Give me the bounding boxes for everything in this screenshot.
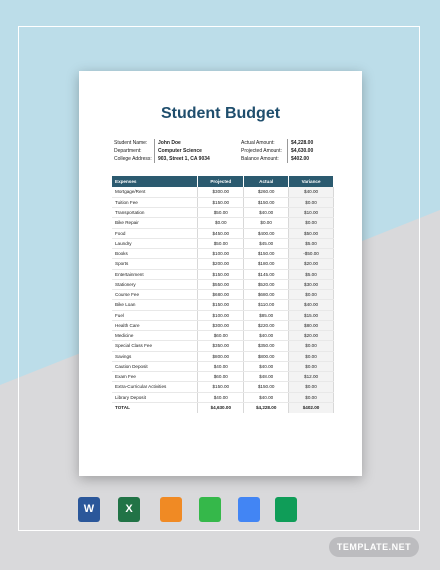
actual-cell: $48.00 bbox=[244, 372, 289, 382]
numbers-icon[interactable] bbox=[199, 497, 221, 522]
expense-name-cell: Caution Deposit bbox=[112, 361, 198, 371]
info-row bbox=[114, 139, 236, 147]
info-value: $4,630.00 bbox=[287, 147, 327, 155]
table-body bbox=[112, 187, 334, 413]
variance-cell: $40.00 bbox=[289, 187, 334, 197]
column-header: Expenses bbox=[112, 176, 198, 187]
projected-cell: $150.00 bbox=[198, 197, 244, 207]
table-row bbox=[112, 351, 334, 361]
expense-name-cell: Mortgage/Rent bbox=[112, 187, 198, 197]
actual-cell: $260.00 bbox=[244, 187, 289, 197]
variance-cell: $20.00 bbox=[289, 331, 334, 341]
variance-cell: $10.00 bbox=[289, 208, 334, 218]
projected-cell: $550.00 bbox=[198, 279, 244, 289]
table-row bbox=[112, 228, 334, 238]
variance-cell: $40.00 bbox=[289, 300, 334, 310]
table-row bbox=[112, 187, 334, 197]
expense-name-cell: Bike Repair bbox=[112, 218, 198, 228]
projected-cell: $150.00 bbox=[198, 382, 244, 392]
info-label: College Address: bbox=[114, 156, 152, 162]
projected-cell: $150.00 bbox=[198, 269, 244, 279]
variance-cell: $0.00 bbox=[289, 351, 334, 361]
projected-cell: $60.00 bbox=[198, 331, 244, 341]
info-row bbox=[114, 147, 236, 155]
table-row bbox=[112, 361, 334, 371]
expense-name-cell: Entertainment bbox=[112, 269, 198, 279]
amount-summary bbox=[241, 139, 327, 163]
budget-table bbox=[112, 176, 334, 413]
table-row bbox=[112, 269, 334, 279]
variance-cell: $80.00 bbox=[289, 320, 334, 330]
column-header: Projected bbox=[198, 176, 244, 187]
total-row bbox=[112, 402, 334, 412]
info-value: $402.00 bbox=[287, 155, 327, 163]
actual-cell: $40.00 bbox=[244, 331, 289, 341]
google-docs-icon[interactable] bbox=[238, 497, 260, 522]
table-row bbox=[112, 279, 334, 289]
table-row bbox=[112, 259, 334, 269]
expense-name-cell: Books bbox=[112, 249, 198, 259]
expense-name-cell: Laundry bbox=[112, 238, 198, 248]
projected-cell: $50.00 bbox=[198, 238, 244, 248]
info-row bbox=[114, 155, 236, 163]
total-label: TOTAL bbox=[112, 402, 198, 412]
projected-cell: $100.00 bbox=[198, 310, 244, 320]
projected-cell: $0.00 bbox=[198, 218, 244, 228]
document-title: Student Budget bbox=[160, 105, 281, 122]
table-row bbox=[112, 320, 334, 330]
projected-cell: $50.00 bbox=[198, 208, 244, 218]
info-label: Balance Amount: bbox=[241, 156, 279, 162]
expense-name-cell: Exam Fee bbox=[112, 372, 198, 382]
variance-cell: $5.00 bbox=[289, 269, 334, 279]
expense-name-cell: Course Fee bbox=[112, 290, 198, 300]
projected-cell: $800.00 bbox=[198, 351, 244, 361]
actual-cell: $150.00 bbox=[244, 249, 289, 259]
actual-cell: $145.00 bbox=[244, 269, 289, 279]
projected-cell: $40.00 bbox=[198, 392, 244, 402]
total-value: $4,228.00 bbox=[244, 402, 289, 412]
table-row bbox=[112, 382, 334, 392]
variance-cell: $0.00 bbox=[289, 392, 334, 402]
variance-cell: $20.00 bbox=[289, 259, 334, 269]
expense-name-cell: Transportation bbox=[112, 208, 198, 218]
expense-name-cell: Savings bbox=[112, 351, 198, 361]
variance-cell: $0.00 bbox=[289, 197, 334, 207]
info-value: 903, Street 1, CA 9034 bbox=[154, 155, 236, 163]
pages-icon[interactable] bbox=[160, 497, 182, 522]
actual-cell: $85.00 bbox=[244, 310, 289, 320]
table-row bbox=[112, 249, 334, 259]
expense-name-cell: Food bbox=[112, 228, 198, 238]
expense-name-cell: Health Care bbox=[112, 320, 198, 330]
table-row bbox=[112, 197, 334, 207]
table-row bbox=[112, 290, 334, 300]
expense-name-cell: Tuition Fee bbox=[112, 197, 198, 207]
variance-cell: $50.00 bbox=[289, 228, 334, 238]
actual-cell: $800.00 bbox=[244, 351, 289, 361]
projected-cell: $450.00 bbox=[198, 228, 244, 238]
actual-cell: $680.00 bbox=[244, 290, 289, 300]
actual-cell: $150.00 bbox=[244, 197, 289, 207]
google-sheets-icon[interactable] bbox=[275, 497, 297, 522]
expense-name-cell: Stationery bbox=[112, 279, 198, 289]
info-label: Projected Amount: bbox=[241, 148, 282, 154]
table-row bbox=[112, 331, 334, 341]
actual-cell: $220.00 bbox=[244, 320, 289, 330]
projected-cell: $300.00 bbox=[198, 187, 244, 197]
variance-cell: $5.00 bbox=[289, 238, 334, 248]
variance-cell: $0.00 bbox=[289, 290, 334, 300]
actual-cell: $40.00 bbox=[244, 361, 289, 371]
table-header-row bbox=[112, 176, 334, 187]
projected-cell: $350.00 bbox=[198, 341, 244, 351]
projected-cell: $300.00 bbox=[198, 320, 244, 330]
word-icon[interactable]: W bbox=[78, 497, 100, 522]
variance-cell: $30.00 bbox=[289, 279, 334, 289]
total-value: $4,630.00 bbox=[198, 402, 244, 412]
total-value: $402.00 bbox=[289, 402, 334, 412]
expense-name-cell: Extra-Curricular Activities bbox=[112, 382, 198, 392]
document-page bbox=[79, 71, 362, 476]
table-row bbox=[112, 208, 334, 218]
column-header: Actual bbox=[244, 176, 289, 187]
student-info bbox=[114, 139, 236, 163]
column-header: Variance bbox=[289, 176, 334, 187]
info-label: Student Name: bbox=[114, 140, 148, 146]
actual-cell: $400.00 bbox=[244, 228, 289, 238]
variance-cell: $15.00 bbox=[289, 310, 334, 320]
variance-cell: $12.00 bbox=[289, 372, 334, 382]
app-icon-bar bbox=[0, 497, 440, 527]
actual-cell: $350.00 bbox=[244, 341, 289, 351]
expense-name-cell: Medicine bbox=[112, 331, 198, 341]
actual-cell: $45.00 bbox=[244, 238, 289, 248]
actual-cell: $180.00 bbox=[244, 259, 289, 269]
variance-cell: $0.00 bbox=[289, 341, 334, 351]
expense-name-cell: Sports bbox=[112, 259, 198, 269]
excel-icon[interactable]: X bbox=[118, 497, 140, 522]
variance-cell: $0.00 bbox=[289, 218, 334, 228]
info-label: Department: bbox=[114, 148, 142, 154]
expense-name-cell: Library Deposit bbox=[112, 392, 198, 402]
table-row bbox=[112, 238, 334, 248]
actual-cell: $110.00 bbox=[244, 300, 289, 310]
table-row bbox=[112, 218, 334, 228]
info-value: $4,228.00 bbox=[287, 139, 327, 147]
info-row bbox=[241, 147, 327, 155]
info-label: Actual Amount: bbox=[241, 140, 275, 146]
projected-cell: $680.00 bbox=[198, 290, 244, 300]
table-row bbox=[112, 372, 334, 382]
actual-cell: $520.00 bbox=[244, 279, 289, 289]
info-row bbox=[241, 155, 327, 163]
projected-cell: $60.00 bbox=[198, 372, 244, 382]
expense-name-cell: Special Class Fee bbox=[112, 341, 198, 351]
actual-cell: $40.00 bbox=[244, 208, 289, 218]
variance-cell: -$50.00 bbox=[289, 249, 334, 259]
projected-cell: $100.00 bbox=[198, 249, 244, 259]
actual-cell: $150.00 bbox=[244, 382, 289, 392]
projected-cell: $200.00 bbox=[198, 259, 244, 269]
table-row bbox=[112, 341, 334, 351]
table-row bbox=[112, 310, 334, 320]
variance-cell: $0.00 bbox=[289, 361, 334, 371]
projected-cell: $40.00 bbox=[198, 361, 244, 371]
expense-name-cell: Bike Loan bbox=[112, 300, 198, 310]
variance-cell: $0.00 bbox=[289, 382, 334, 392]
table-row bbox=[112, 392, 334, 402]
actual-cell: $40.00 bbox=[244, 392, 289, 402]
actual-cell: $0.00 bbox=[244, 218, 289, 228]
info-row bbox=[241, 139, 327, 147]
table-row bbox=[112, 300, 334, 310]
watermark: TEMPLATE.NET bbox=[329, 537, 419, 557]
info-value: John Doe bbox=[154, 139, 236, 147]
info-value: Computer Science bbox=[154, 147, 236, 155]
expense-name-cell: Fuel bbox=[112, 310, 198, 320]
projected-cell: $150.00 bbox=[198, 300, 244, 310]
